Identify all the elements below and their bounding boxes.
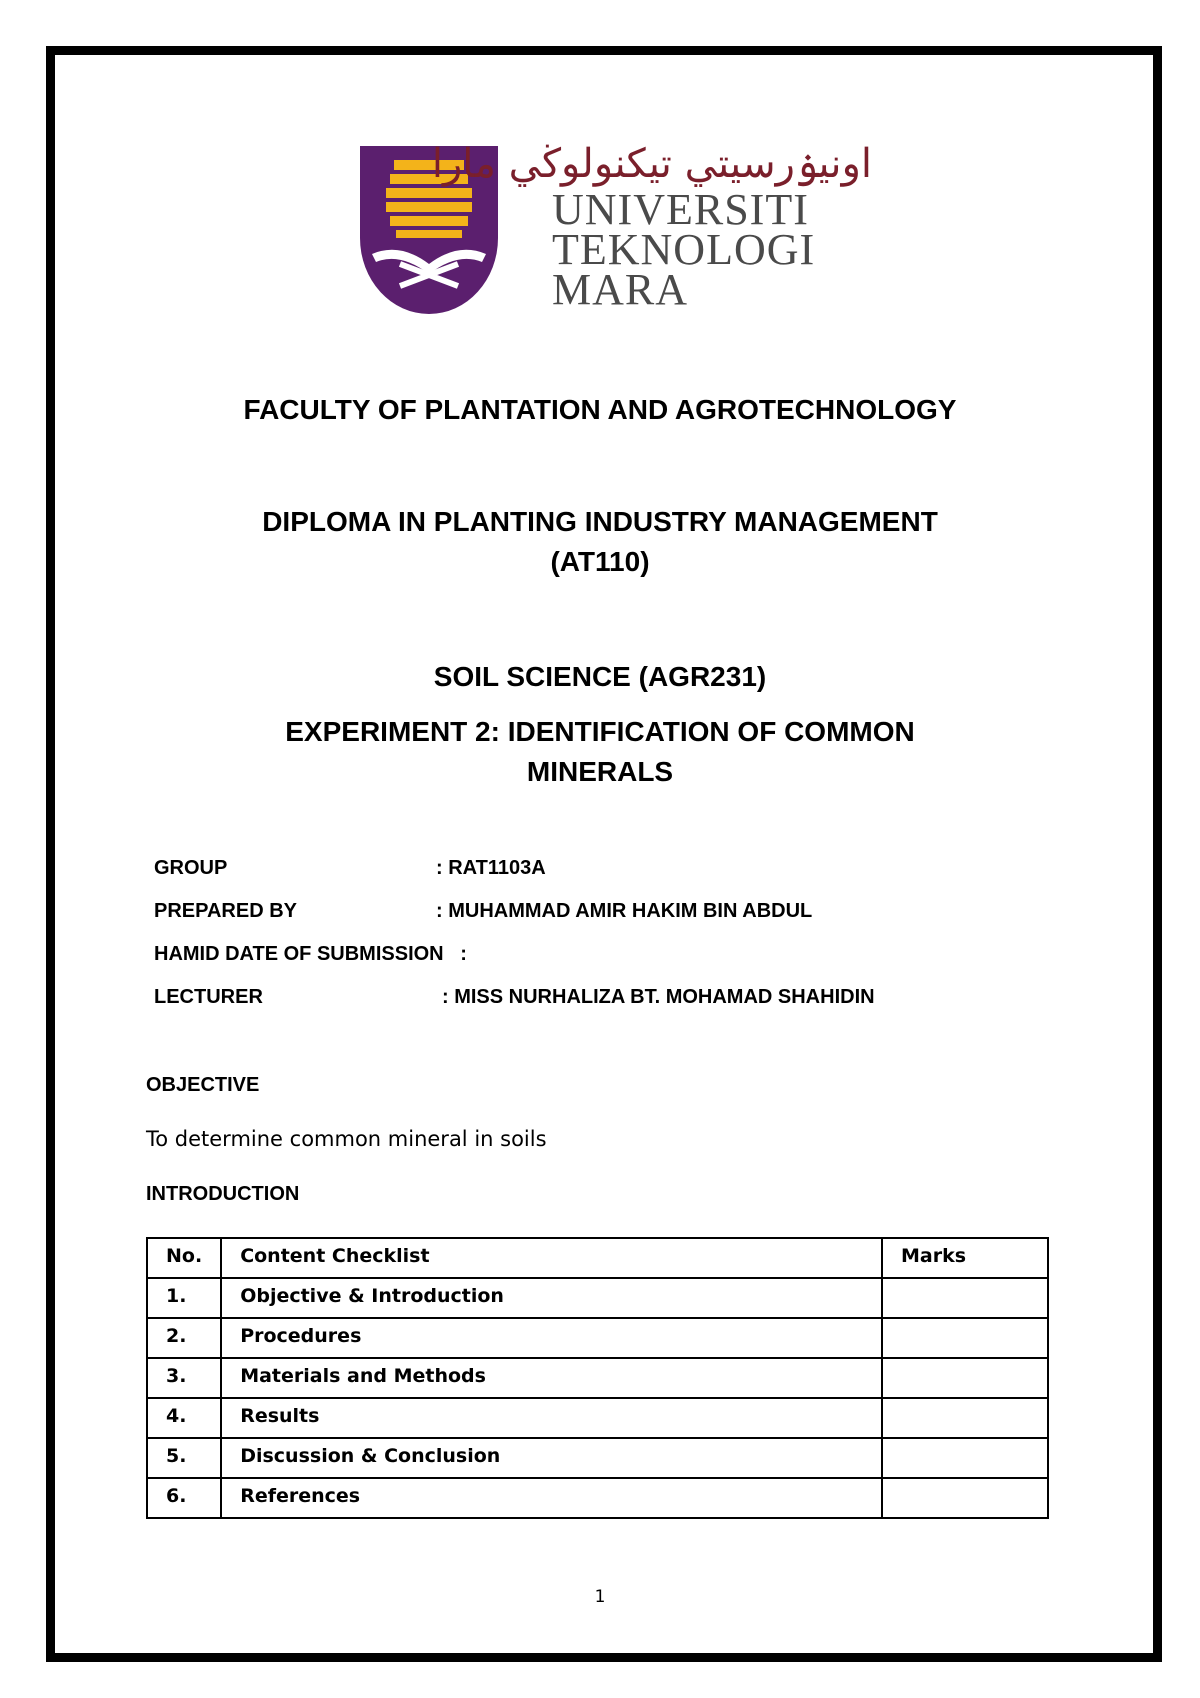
logo-arabic-text: اونيۏرسيتي تيكنولوڬي مارا — [431, 141, 872, 187]
lecturer-value: : MISS NURHALIZA BT. MOHAMAD SHAHIDIN — [442, 986, 875, 1008]
row-no: 6. — [147, 1478, 221, 1518]
submission-line: HAMID DATE OF SUBMISSION : — [154, 943, 467, 965]
row-item: Procedures — [221, 1318, 882, 1358]
introduction-heading: INTRODUCTION — [146, 1183, 300, 1205]
diploma-title-line-1: DIPLOMA IN PLANTING INDUSTRY MANAGEMENT — [262, 506, 938, 537]
prepared-by-label: PREPARED BY — [154, 900, 297, 922]
table-row — [147, 1358, 1048, 1398]
row-item: Materials and Methods — [221, 1358, 882, 1398]
table-row — [147, 1398, 1048, 1438]
row-no: 4. — [147, 1398, 221, 1438]
group-row — [154, 857, 546, 880]
objective-heading: OBJECTIVE — [146, 1074, 260, 1096]
logo-line-2: TEKNOLOGI — [552, 225, 816, 274]
table-row — [147, 1478, 1048, 1518]
lecturer-label: LECTURER — [154, 986, 263, 1008]
table-row — [147, 1278, 1048, 1318]
row-no: 2. — [147, 1318, 221, 1358]
group-value: : RAT1103A — [436, 857, 546, 879]
lecturer-row — [154, 986, 875, 1009]
row-item: Discussion & Conclusion — [221, 1438, 882, 1478]
row-item: Results — [221, 1398, 882, 1438]
group-label: GROUP — [154, 857, 228, 879]
table-row — [147, 1438, 1048, 1478]
header-marks: Marks — [882, 1238, 1048, 1278]
row-marks[interactable] — [882, 1358, 1048, 1398]
content-checklist-table — [146, 1237, 1049, 1519]
experiment-title-line-1: EXPERIMENT 2: IDENTIFICATION OF COMMON — [285, 716, 915, 747]
logo-line-1: UNIVERSITI — [552, 185, 809, 234]
row-item: References — [221, 1478, 882, 1518]
header-no: No. — [147, 1238, 221, 1278]
prepared-by-row — [154, 900, 813, 923]
row-marks[interactable] — [882, 1278, 1048, 1318]
objective-text: To determine common mineral in soils — [146, 1127, 547, 1151]
page-number: 1 — [594, 1587, 606, 1607]
prepared-by-value: : MUHAMMAD AMIR HAKIM BIN ABDUL — [436, 900, 813, 922]
logo-wordmark — [431, 140, 872, 314]
row-no: 1. — [147, 1278, 221, 1318]
logo-line-3: MARA — [552, 265, 689, 314]
row-marks[interactable] — [882, 1398, 1048, 1438]
row-marks[interactable] — [882, 1438, 1048, 1478]
table-header-row — [147, 1238, 1048, 1278]
submission-row — [154, 943, 467, 966]
experiment-title-line-2: MINERALS — [526, 756, 674, 787]
row-marks[interactable] — [882, 1478, 1048, 1518]
row-no: 3. — [147, 1358, 221, 1398]
course-title: SOIL SCIENCE (AGR231) — [433, 661, 767, 692]
diploma-title-line-2: (AT110) — [550, 546, 650, 577]
header-content: Content Checklist — [221, 1238, 882, 1278]
faculty-title: FACULTY OF PLANTATION AND AGROTECHNOLOGY — [243, 394, 957, 425]
row-no: 5. — [147, 1438, 221, 1478]
row-item: Objective & Introduction — [221, 1278, 882, 1318]
table-row — [147, 1318, 1048, 1358]
row-marks[interactable] — [882, 1318, 1048, 1358]
